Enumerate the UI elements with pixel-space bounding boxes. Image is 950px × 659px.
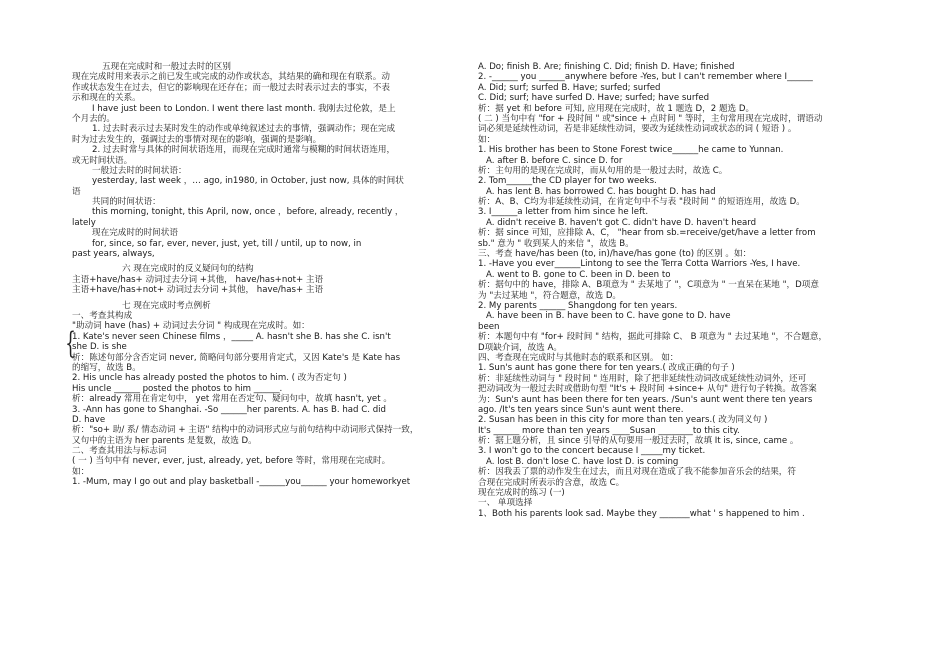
right-text-line: 2. Susan has been in this city for more than ten years.( 改为同义句 ) [478,415,768,426]
right-text-line: been [478,321,500,332]
right-text-line: 析：据上题分析，且 since 引导的从句要用一般过去时，故填 It is, since, came 。 [478,436,799,447]
left-text-line: 二、考查其用法与标志词 [72,446,167,457]
right-text-line: 析：主句用的是现在完成时，而从句用的是一般过去时，故选 C。 [478,165,728,176]
left-text-line: 语 [72,186,81,197]
left-text-line: yesterday, last week ，… ago, in1980, in October, just now, 具体的时间状 [92,176,404,187]
tag-question-brace: { [65,326,76,361]
left-text-line: 七 现在完成时考点例析 [122,300,211,311]
right-text-line: 2. My parents ______ Shangdong for ten years. [478,300,678,311]
right-text-line: A. lost B. don't lose C. have lost D. is coming [486,456,679,467]
left-text-line: 2. 过去时常与具体的时间状语连用，而现在完成时通常与模糊的时间状语连用， [92,145,396,156]
right-text-line: 1. -Have you ever______Lintong to see the Terra Cotta Warriors -Yes, I have. [478,259,801,270]
left-text-line: 析：already 常用在肯定句中， yet 常用在否定句、疑问句中，故填 hasn't, yet 。 [72,394,392,405]
right-text-line: 析：据 since 可知，应排除 A、C， "hear from sb.=receive/get/have a letter from [478,228,816,239]
left-text-line: 1. -Mum, may I go out and play basketball -______you______ your homeworkyet [72,477,411,488]
left-text-line: 的缩写，故选 B。 [72,362,141,373]
right-text-line: 析：A、B、C均为非延续性动词，在肯定句中不与表 "段时间 " 的短语连用，故选 D。 [478,197,805,208]
left-text-line: 1. 过去时表示过去某时发生的动作或单纯叙述过去的事情，强调动作；现在完成 [92,124,396,135]
right-text-line: A. have been in B. have been to C. have gone to D. have [486,311,731,322]
right-text-line: ( 二 ) 当句中有 "for + 段时间 " 或"since + 点时间 " 等时，主句常用现在完成时，谓语动 [478,113,823,124]
left-text-line: for, since, so far, ever, never, just, yet, till / until, up to now, in [92,238,362,249]
right-text-line: 1、Both his parents look sad. Maybe they _______what ' s happened to him . [478,508,805,519]
right-text-line: A. has lent B. has borrowed C. has bought D. has had [486,186,716,197]
right-text-line: A. Did; surf; surfed B. Have; surfed; surfed [478,82,661,93]
right-text-line: 2. -______ you ______anywhere before -Yes, but I can't remember where I______ [478,72,813,83]
right-text-line: A. went to B. gone to C. been in D. been to [486,269,671,280]
right-text-line: 现在完成时的练习 (一) [478,488,565,499]
left-text-line: 个月去的。 [72,113,115,124]
left-text-line: 一、考查其构成 [72,310,133,321]
left-text-line: 析：陈述句部分含否定词 never, 简略问句部分要用肯定式，又因 Kate's 是 Kate has [72,352,401,363]
right-text-line: 为：Sun's aunt has been there for ten years. /Sun's aunt went there ten years [478,394,813,405]
right-text-line: 四、考查现在完成时与其他时态的联系和区别。 如： [478,352,679,363]
left-text-line: ( 一 ) 当句中有 never, ever, just, already, yet, before 等时，常用现在完成时。 [72,456,391,467]
right-text-line: 2. Tom______the CD player for two weeks. [478,176,657,187]
left-text-line: 共同的时间状语： [92,197,161,208]
right-text-line: 一、 单项选择 [478,498,533,509]
right-text-line: It's ______ more than ten years ____Susan ________to this city. [478,425,740,436]
left-text-line: 3. -Ann has gone to Shanghai. -So ______her parents. A. has B. had C. did [72,404,387,415]
right-text-line: 为 "去过某地 "，符合题意，故选 D。 [478,290,622,301]
left-text-line: D. have [72,414,106,425]
right-text-line: 合现在完成时所表示的含意，故选 C。 [478,477,625,488]
left-text-line: 现在完成时用来表示之前已发生或完成的动作或状态，其结果的确和现在有联系。动 [72,72,390,83]
right-text-line: 析：据句中的 have，排除 A、B项意为 " 去某地了 "，C项意为 " 一直呆在某地 "，D项意 [478,280,819,291]
right-text-line: A. Do; finish B. Are; finishing C. Did; finish D. Have; finished [478,62,735,72]
left-text-line: 1. Kate's never seen Chinese films ，_____ A. hasn't she B. has she C. isn't [72,331,391,342]
right-text-line: 析：据 yet 和 before 可知, 应用现在完成时，故 1 题选 D，2 题选 D。 [478,103,755,114]
right-text-line: D项缺介词，故选 A。 [478,342,562,353]
right-text-line: 析：本题句中有 "for+ 段时间 " 结构，据此可排除 C、 B 项意为 " 去过某地 "，不合题意， [478,332,828,343]
left-text-line: 又句中的主语为 her parents 是复数，故选 D。 [72,435,257,446]
right-text-line: 3. I______a letter from him since he left. [478,207,649,218]
left-text-line: 五现在完成时和一般过去时的区别 [102,62,231,72]
left-text-line: 主语+have/has+not+ 动词过去分词 +其他， have/has+ 主语 [72,285,324,296]
left-text-line: 作或状态发生在过去，但它的影响现在还存在；而一般过去时表示过去的事实，不表 [72,82,390,93]
right-text-line: 词必须是延续性动词，若是非延续性动词，要改为延续性动词或状态的词 ( 短语 ) 。 [478,124,797,135]
left-text-line: this morning, tonight, this April, now, once ，before, already, recently ， [92,207,404,218]
left-text-line: "助动词 have (has) + 动词过去分词 " 构成现在完成时。如： [72,321,310,332]
left-text-line: 如： [72,466,90,477]
right-text-line: 3. I won't go to the concert because I _____my ticket. [478,446,706,457]
left-text-line: past years, always, [72,249,155,260]
left-text-line: she D. is she [72,342,127,353]
left-text-line: 析："so+ 助/ 系/ 情态动词 + 主语" 结构中的动词形式应与前句结构中动词形式保持一致， [72,425,419,436]
right-text-line: 1. Sun's aunt has gone there for ten years.( 改成正确的句子 ) [478,363,735,374]
right-text-line: A. after B. before C. since D. for [486,155,623,166]
left-text-line: 现在完成时的时间状语 [92,228,178,239]
right-text-line: sb." 意为 " 收到某人的来信 "，故选 B。 [478,238,634,249]
left-text-line: His uncle ______ posted the photos to him ______. [72,383,283,394]
right-text-line: 如： [478,134,496,145]
right-text-line: 析：非延续性动词与 " 段时间 " 连用时，除了把非延续性动词改成延续性动词外，还可 [478,373,807,384]
left-text-line: 时为过去发生的，强调过去的事情对现在的影响，强调的是影响。 [72,134,322,145]
right-text-line: A. didn't receive B. haven't got C. didn't have D. haven't heard [486,217,757,228]
left-text-line: 或无时间状语。 [72,155,133,166]
left-text-line: 主语+have/has+ 动词过去分词 +其他， have/has+not+ 主语 [72,274,324,285]
right-text-line: C. Did; surf; have surfed D. Have; surfed; have surfed [478,93,710,104]
right-text-line: 1. His brother has been to Stone Forest twice______he came to Yunnan. [478,145,784,156]
left-text-line: 一般过去时的时间状语： [92,165,187,176]
right-column [478,62,868,519]
left-text-line: 六 现在完成时的反义疑问句的结构 [122,264,254,275]
left-column [72,62,460,488]
right-text-line: 析：因我丢了票的动作发生在过去，而且对现在造成了我不能参加音乐会的结果，符 [478,467,796,478]
right-text-line: 把动词改为一般过去时或借助句型 "It's + 段时间 +since+ 从句" 进行句子转换。故答案 [478,384,817,395]
left-text-line: 2. His uncle has already posted the photos to him. ( 改为否定句 ) [72,373,347,384]
left-text-line: lately [72,217,96,228]
left-text-line: 示和现在的关系。 [72,93,141,104]
right-text-line: 三、考查 have/has been (to, in)/have/has gone (to) 的区别 。如： [478,249,752,260]
right-text-line: ago. /It's ten years since Sun's aunt went there. [478,404,684,415]
left-text-line: I have just been to London. I went there last month. 我刚去过伦敦，是上 [92,103,396,114]
